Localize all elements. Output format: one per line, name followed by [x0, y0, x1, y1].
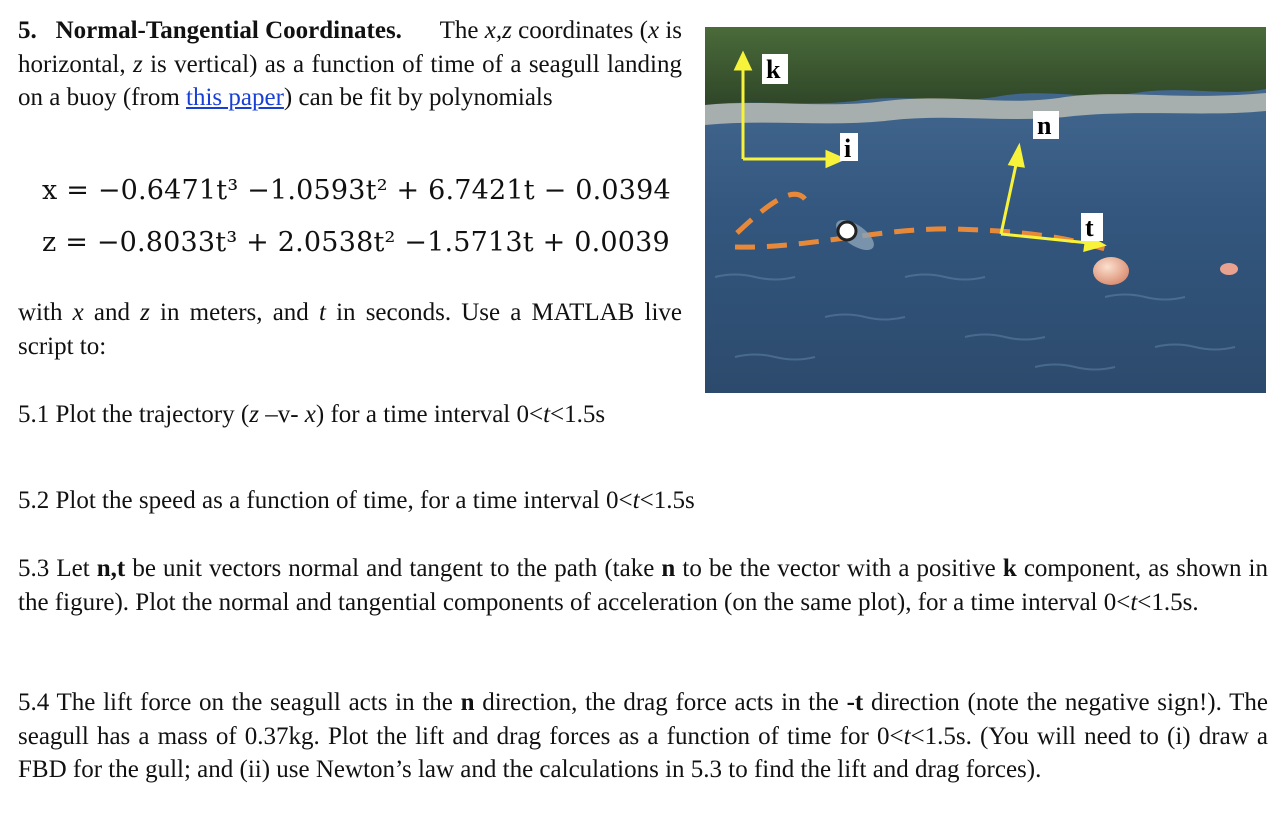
label-i: i: [844, 134, 852, 163]
label-t: t: [1085, 213, 1094, 242]
paper-link[interactable]: this paper: [186, 84, 284, 111]
part-5-2: 5.2 Plot the speed as a function of time, for a time interval 0<t<1.5s: [18, 487, 695, 514]
problem-intro: [18, 14, 683, 428]
seagull-photo: [705, 27, 1266, 393]
label-t-box: [1081, 213, 1103, 242]
label-k-box: [762, 54, 788, 84]
buoy-near: [1093, 257, 1129, 285]
label-n: n: [1037, 111, 1052, 140]
problem-statement: 5. Normal-Tangential Coordinates. The x,z coordinates (x is horizontal, z is vertical) as a function of time of a seagull landing on a buoy (from this paper) can be fit by polynomials: [18, 17, 683, 111]
part-5-3: 5.3 Let n,t be unit vectors normal and tangent to the path (take n to be the vector with a positive k component, as shown in the figure). Plot the normal and tangential components of acceleration (on the same plot), for a time interval 0<t<1.5s.: [18, 555, 1268, 616]
problem-number: 5.: [18, 17, 37, 44]
part-5-4: 5.4 The lift force on the seagull acts in the n direction, the drag force acts in the -t direction (note the negative sign!). The seagull has a mass of 0.37kg. Plot the lift and drag forces as a function of time for 0<t<1.5s. (You will need to (i) draw a FBD for the gull; and (ii) use Newton’s law and the calculations in 5.3 to find the lift and drag forces).: [18, 689, 1268, 783]
equation-z: z = −0.8033t³ + 2.0538t² −1.5713t + 0.0039: [42, 227, 670, 258]
equation-x: x = −0.6471t³ −1.0593t² + 6.7421t − 0.0394: [42, 175, 671, 206]
units-paragraph: with x and z in meters, and t in seconds. Use a MATLAB live script to:: [18, 299, 682, 360]
label-k: k: [766, 55, 781, 84]
label-i-box: [840, 133, 858, 163]
part-5-1: 5.1 Plot the trajectory (z –v- x) for a time interval 0<t<1.5s: [18, 401, 606, 428]
seagull-marker: [838, 222, 856, 240]
problem-title: Normal-Tangential Coordinates.: [55, 17, 402, 44]
label-n-box: [1033, 111, 1059, 140]
buoy-far: [1220, 263, 1238, 275]
